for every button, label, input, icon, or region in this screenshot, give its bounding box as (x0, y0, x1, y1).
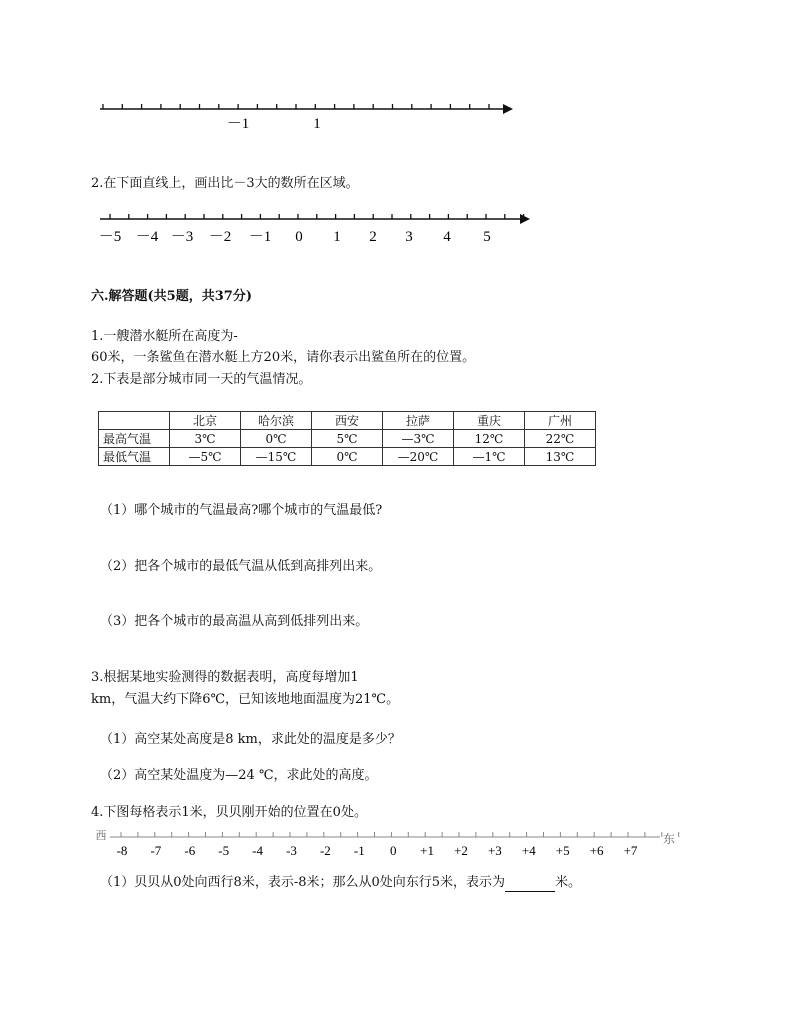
number-line-2-label: 0 (295, 229, 303, 245)
question-2-text: 2.在下面直线上，画出比－3大的数所在区域。 (91, 176, 359, 191)
table-cell: 12℃ (454, 430, 525, 448)
problem-1-line2: 60米，一条鲨鱼在潜水艇上方20米，请你表示出鲨鱼所在的位置。 (91, 350, 476, 365)
table-row (99, 430, 596, 448)
table-row-label: 最高气温 (99, 430, 170, 448)
number-line-2-label: 4 (443, 229, 451, 245)
number-line-3-label: -6 (184, 843, 196, 858)
east-label: 东 (662, 832, 676, 846)
table-cell: 3℃ (170, 430, 241, 448)
number-line-2-label: 3 (405, 229, 413, 245)
problem-4-sub1-unit: 米。 (555, 875, 582, 890)
table-cell: —15℃ (241, 448, 312, 466)
table-row (99, 448, 596, 466)
problem-4-sub1-text: （1）贝贝从0处向西行8米，表示-8米；那么从0处向东行5米，表示为 (100, 875, 506, 890)
number-line-1 (0, 95, 794, 140)
number-line-3-label: +1 (420, 843, 435, 858)
table-header-cell: 西安 (312, 412, 383, 430)
number-line-3-label: 0 (389, 843, 397, 858)
number-line-2-label: 1 (333, 229, 341, 245)
number-line-2-label: 5 (483, 229, 491, 245)
number-line-3-label: -3 (286, 843, 297, 858)
number-line-3-label: -5 (218, 843, 230, 858)
table-cell: —3℃ (383, 430, 454, 448)
table-header-cell: 北京 (170, 412, 241, 430)
arrow-head (520, 214, 530, 224)
number-line-2-label: －4 (135, 229, 159, 245)
problem-2-sub2: （2）把各个城市的最低气温从低到高排列出来。 (100, 559, 382, 574)
number-line-3-label: +2 (454, 843, 468, 858)
problem-3-sub2: （2）高空某处温度为—24 ℃，求此处的高度。 (100, 768, 378, 783)
number-line-2-label: －5 (98, 229, 122, 245)
number-line-2-label: －2 (208, 229, 232, 245)
number-line-3-label: -8 (116, 843, 128, 858)
west-label: 西 (95, 830, 107, 842)
problem-2-sub3: （3）把各个城市的最高温从高到低排列出来。 (100, 614, 369, 629)
table-cell: —5℃ (170, 448, 241, 466)
number-line-3 (0, 825, 794, 865)
table-header-cell: 广州 (525, 412, 596, 430)
table-cell: —20℃ (383, 448, 454, 466)
number-line-3-label: +3 (487, 843, 502, 858)
section-6-heading: 六.解答题(共5题，共37分) (91, 289, 252, 304)
number-line-3-label: -1 (353, 843, 365, 858)
table-header-cell: 拉萨 (383, 412, 454, 430)
arrow-head (503, 104, 513, 114)
number-line-1-label: －1 (226, 116, 250, 132)
table-cell: 13℃ (525, 448, 596, 466)
answer-blank[interactable] (505, 877, 555, 892)
table-cell (99, 412, 170, 430)
problem-2-sub1: （1）哪个城市的气温最高?哪个城市的气温最低? (100, 503, 383, 518)
number-line-3-label: +4 (521, 843, 536, 858)
problem-1-line1: 1.一艘潜水艇所在高度为- (91, 329, 238, 344)
number-line-2-label: －1 (248, 229, 272, 245)
table-cell: 5℃ (312, 430, 383, 448)
problem-3-line1: 3.根据某地实验测得的数据表明，高度每增加1 (91, 670, 359, 685)
problem-4-sub1 (100, 874, 581, 892)
temperature-table (98, 411, 596, 466)
problem-2-intro: 2.下表是部分城市同一天的气温情况。 (91, 372, 312, 387)
number-line-2 (0, 208, 794, 253)
number-line-1-label: 1 (313, 116, 321, 132)
number-line-3-label: -7 (150, 843, 162, 858)
table-cell: 0℃ (241, 430, 312, 448)
number-line-3-label: -2 (319, 843, 331, 858)
table-row-label: 最低气温 (99, 448, 170, 466)
table-cell: —1℃ (454, 448, 525, 466)
number-line-3-label: +5 (555, 843, 570, 858)
table-cell: 0℃ (312, 448, 383, 466)
problem-3-sub1: （1）高空某处高度是8 km，求此处的温度是多少？ (100, 732, 401, 747)
problem-3-line2: km，气温大约下降6℃，已知该地地面温度为21℃。 (91, 692, 400, 707)
table-header-cell: 哈尔滨 (241, 412, 312, 430)
table-header-row (99, 412, 596, 430)
number-line-3-label: +7 (623, 843, 638, 858)
number-line-2-label: －3 (170, 229, 194, 245)
number-line-3-label: -4 (252, 843, 264, 858)
table-header-cell: 重庆 (454, 412, 525, 430)
problem-4-line1: 4.下图每格表示1米，贝贝刚开始的位置在0处。 (91, 805, 367, 820)
number-line-2-label: 2 (369, 229, 377, 245)
number-line-3-label: +6 (589, 843, 604, 858)
table-cell: 22℃ (525, 430, 596, 448)
